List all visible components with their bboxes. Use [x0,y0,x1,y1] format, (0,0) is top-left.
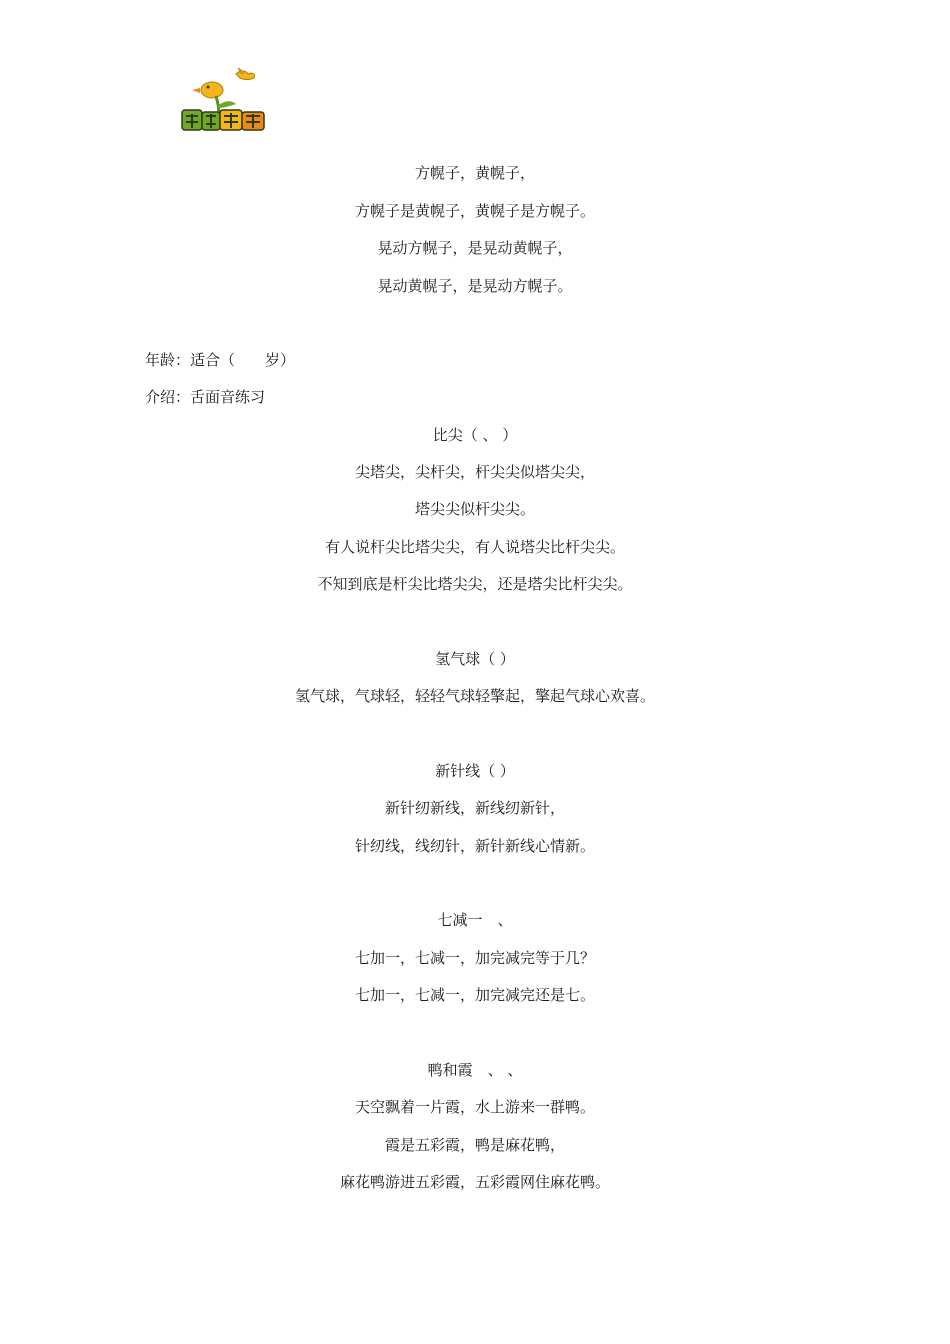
verse-line: 晃动方幌子，是晃动黄幌子， [377,239,573,257]
verse-line: 不知到底是杆尖比塔尖尖，还是塔尖比杆尖尖。 [317,575,633,593]
verse-line: 七加一，七减一，加完减完等于几？ [354,949,595,967]
logo [178,66,270,138]
verse-line: 针纫线，线纫针，新针新线心情新。 [354,837,595,855]
verse-line: 新针纫新线，新线纫新针， [384,799,565,817]
duck-logo-icon [178,66,270,138]
verse-line: 麻花鸭游进五彩霞，五彩霞网住麻花鸭。 [339,1173,610,1191]
poem-title: 鸭和霞 、 、 [427,1061,523,1079]
poem-title: 新针线（ ） [435,762,515,780]
verse-line: 塔尖尖似杆尖尖。 [414,500,535,518]
poem-title: 比尖（ 、 ） [432,426,518,444]
verse-line: 方幌子，黄幌子， [414,164,535,182]
age-label: 年龄：适合（ 岁） [145,351,296,369]
verse-line: 七加一，七减一，加完减完还是七。 [354,986,595,1004]
verse-line: 氢气球，气球轻，轻轻气球轻擎起，擎起气球心欢喜。 [294,687,655,705]
verse-line: 晃动黄幌子，是晃动方幌子。 [377,277,573,295]
poem-title: 七减一 、 [437,911,513,929]
intro-label: 介绍：舌面音练习 [145,388,266,406]
verse-line: 有人说杆尖比塔尖尖，有人说塔尖比杆尖尖。 [324,538,625,556]
verse-line: 天空飘着一片霞，水上游来一群鸭。 [354,1098,595,1116]
poem-title: 氢气球（ ） [435,650,515,668]
verse-line: 霞是五彩霞，鸭是麻花鸭， [384,1136,565,1154]
verse-line: 方幌子是黄幌子，黄幌子是方幌子。 [354,202,595,220]
verse-line: 尖塔尖，尖杆尖，杆尖尖似塔尖尖， [354,463,595,481]
